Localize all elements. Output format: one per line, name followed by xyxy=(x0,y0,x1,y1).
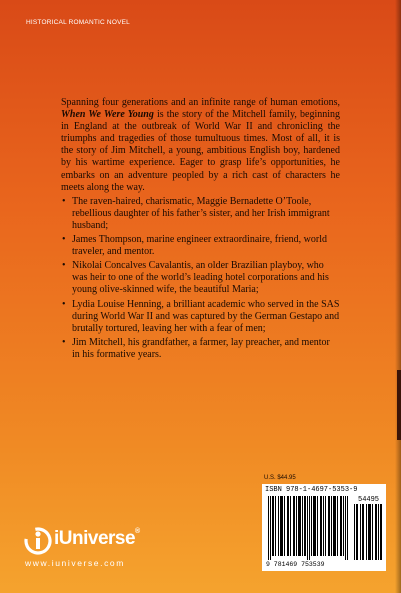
back-cover-blurb xyxy=(61,97,340,361)
genre-label: HISTORICAL ROMANTIC NOVEL xyxy=(26,19,130,26)
intro-text-start: Spanning four generations and an infinite range of human emotions, xyxy=(61,97,340,108)
list-item: • The raven-haired, charismatic, Maggie Bernadette O’Toole, rebellious daughter of his father’s sister, and her Irish immigrant husband; xyxy=(61,196,340,232)
list-item: • Jim Mitchell, his grandfather, a farmer, lay preacher, and mentor in his formative years. xyxy=(61,337,340,361)
iuniverse-logo-icon xyxy=(24,526,52,556)
list-item: • Lydia Louise Henning, a brilliant academic who served in the SAS during World War II and was captured by the German Gestapo and brutally tortured, leaving her with a fear of men; xyxy=(61,299,340,335)
intro-text-rest: is the story of the Mitchell family, beginning in England at the outbreak of World War II and chronicling the triumphs and tragedies of those tumultuous times. Most of all, it is the story of Jim Mitchell, a young, ambitious English boy, hardened by his wartime experience. Eager to grasp life’s opportunities, he embarks on an adventure peopled by a rich cast of characters he meets along the way. xyxy=(61,109,341,193)
addon-bars xyxy=(354,504,382,560)
barcode xyxy=(262,484,386,571)
list-item: • Nikolai Concalves Cavalantis, an older Brazilian playboy, who was heir to one of the world’s leading hotel corporations and his young olive-skinned wife, the beautiful Maria; xyxy=(61,260,340,296)
character-list xyxy=(61,196,340,361)
isbn-number: ISBN 978-1-4697-5353-9 xyxy=(265,486,358,494)
price-label: U.S. $44.95 xyxy=(264,475,296,481)
publisher-name xyxy=(54,528,140,550)
ean-bars xyxy=(268,496,348,560)
book-title: When We Were Young xyxy=(61,109,154,121)
publisher-name-text: iUniverse xyxy=(54,528,136,549)
spine-shadow xyxy=(395,0,401,593)
intro-paragraph xyxy=(61,97,340,194)
publisher-url: www.iuniverse.com xyxy=(25,558,125,568)
ean-number: 9 781469 753539 xyxy=(266,561,325,568)
registered-mark: ® xyxy=(135,528,140,535)
addon-number: 54495 xyxy=(358,496,380,504)
list-item: • James Thompson, marine engineer extraordinaire, friend, world traveler, and mentor. xyxy=(61,234,340,258)
page-edge-mark xyxy=(397,370,401,440)
